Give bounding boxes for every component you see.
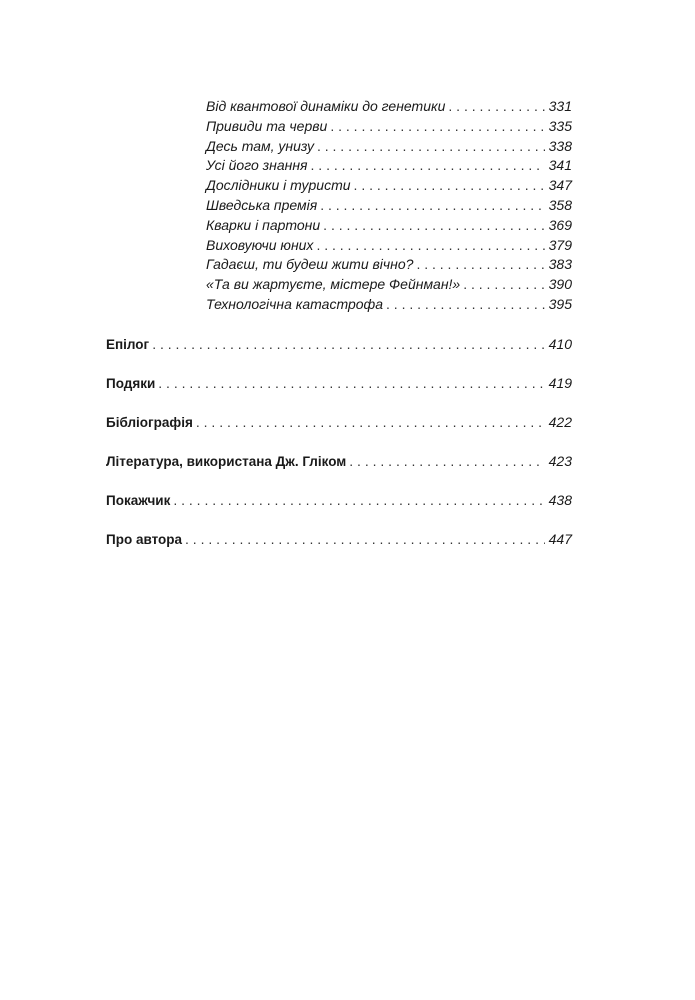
dot-leader <box>158 373 544 393</box>
toc-entry-title: Дослідники і туристи <box>206 177 351 194</box>
dot-leader <box>349 451 544 471</box>
toc-main-entry <box>106 334 572 373</box>
toc-entry-title: Література, використана Дж. Гліком <box>106 454 347 469</box>
toc-main-entry <box>106 373 572 412</box>
toc-entry-page: 395 <box>548 295 572 312</box>
toc-entry-page: 438 <box>548 492 572 508</box>
toc-entry-page: 379 <box>548 236 572 253</box>
toc-subentry <box>206 216 572 236</box>
toc-subentry <box>206 236 572 256</box>
toc-entry-page: 447 <box>548 531 572 547</box>
toc-entry-page: 338 <box>548 137 572 154</box>
dot-leader <box>185 529 545 549</box>
dot-leader <box>330 117 544 137</box>
toc-entry-title: Про автора <box>106 532 183 547</box>
dot-leader <box>152 334 544 354</box>
toc-entry-title: Усі його знання <box>206 157 308 174</box>
toc-entry-title: «Та ви жартуєте, містере Фейнман!» <box>206 276 461 293</box>
toc-subentry <box>206 295 572 315</box>
toc-entry-title: Технологічна катастрофа <box>206 295 384 312</box>
toc-entry-title: Десь там, унизу <box>206 137 314 154</box>
toc-entry-page: 422 <box>548 414 572 430</box>
toc-entry-page: 369 <box>548 216 572 233</box>
toc-subsection-list <box>206 97 572 315</box>
dot-leader <box>416 255 544 275</box>
toc-entry-page: 390 <box>548 276 572 293</box>
toc-entry-page: 347 <box>548 177 572 194</box>
dot-leader <box>354 176 545 196</box>
dot-leader <box>386 295 545 315</box>
toc-entry-page: 335 <box>548 117 572 134</box>
toc-entry-page: 358 <box>548 196 572 213</box>
toc-entry-title: Виховуючи юних <box>206 236 314 253</box>
toc-entry-page: 410 <box>548 336 572 352</box>
toc-entry-title: Гадаєш, ти будеш жити вічно? <box>206 256 414 273</box>
toc-subentry <box>206 97 572 117</box>
dot-leader <box>316 236 544 256</box>
dot-leader <box>320 196 544 216</box>
toc-entry-title: Привиди та черви <box>206 117 328 134</box>
toc-main-entry <box>106 490 572 529</box>
toc-main-list <box>106 334 572 568</box>
toc-entry-title: Епілог <box>106 337 150 352</box>
toc-entry-page: 419 <box>548 375 572 391</box>
toc-entry-page: 331 <box>548 98 572 114</box>
toc-entry-title: Покажчик <box>106 493 171 508</box>
toc-subentry <box>206 137 572 157</box>
dot-leader <box>323 216 544 236</box>
toc-main-entry <box>106 451 572 490</box>
toc-entry-page: 341 <box>548 157 572 174</box>
toc-entry-title: Кварки і партони <box>206 216 321 233</box>
toc-subentry <box>206 156 572 176</box>
toc-main-entry <box>106 412 572 451</box>
toc-entry-title: Шведська премія <box>206 196 318 213</box>
toc-subentry <box>206 275 572 295</box>
toc-entry-page: 383 <box>548 256 572 273</box>
toc-subentry <box>206 117 572 137</box>
toc-entry-page: 423 <box>548 453 572 469</box>
dot-leader <box>173 490 544 510</box>
toc-subentry <box>206 255 572 275</box>
dot-leader <box>311 156 545 176</box>
toc-entry-title: Від квантової динаміки до генетики <box>206 98 446 114</box>
toc-entry-title: Бібліографія <box>106 415 193 430</box>
dot-leader <box>196 412 545 432</box>
toc-subentry <box>206 176 572 196</box>
toc-main-entry <box>106 529 572 568</box>
toc-subentry <box>206 196 572 216</box>
dot-leader <box>463 275 544 295</box>
toc-entry-title: Подяки <box>106 376 156 391</box>
dot-leader <box>317 137 545 157</box>
dot-leader <box>448 97 544 117</box>
